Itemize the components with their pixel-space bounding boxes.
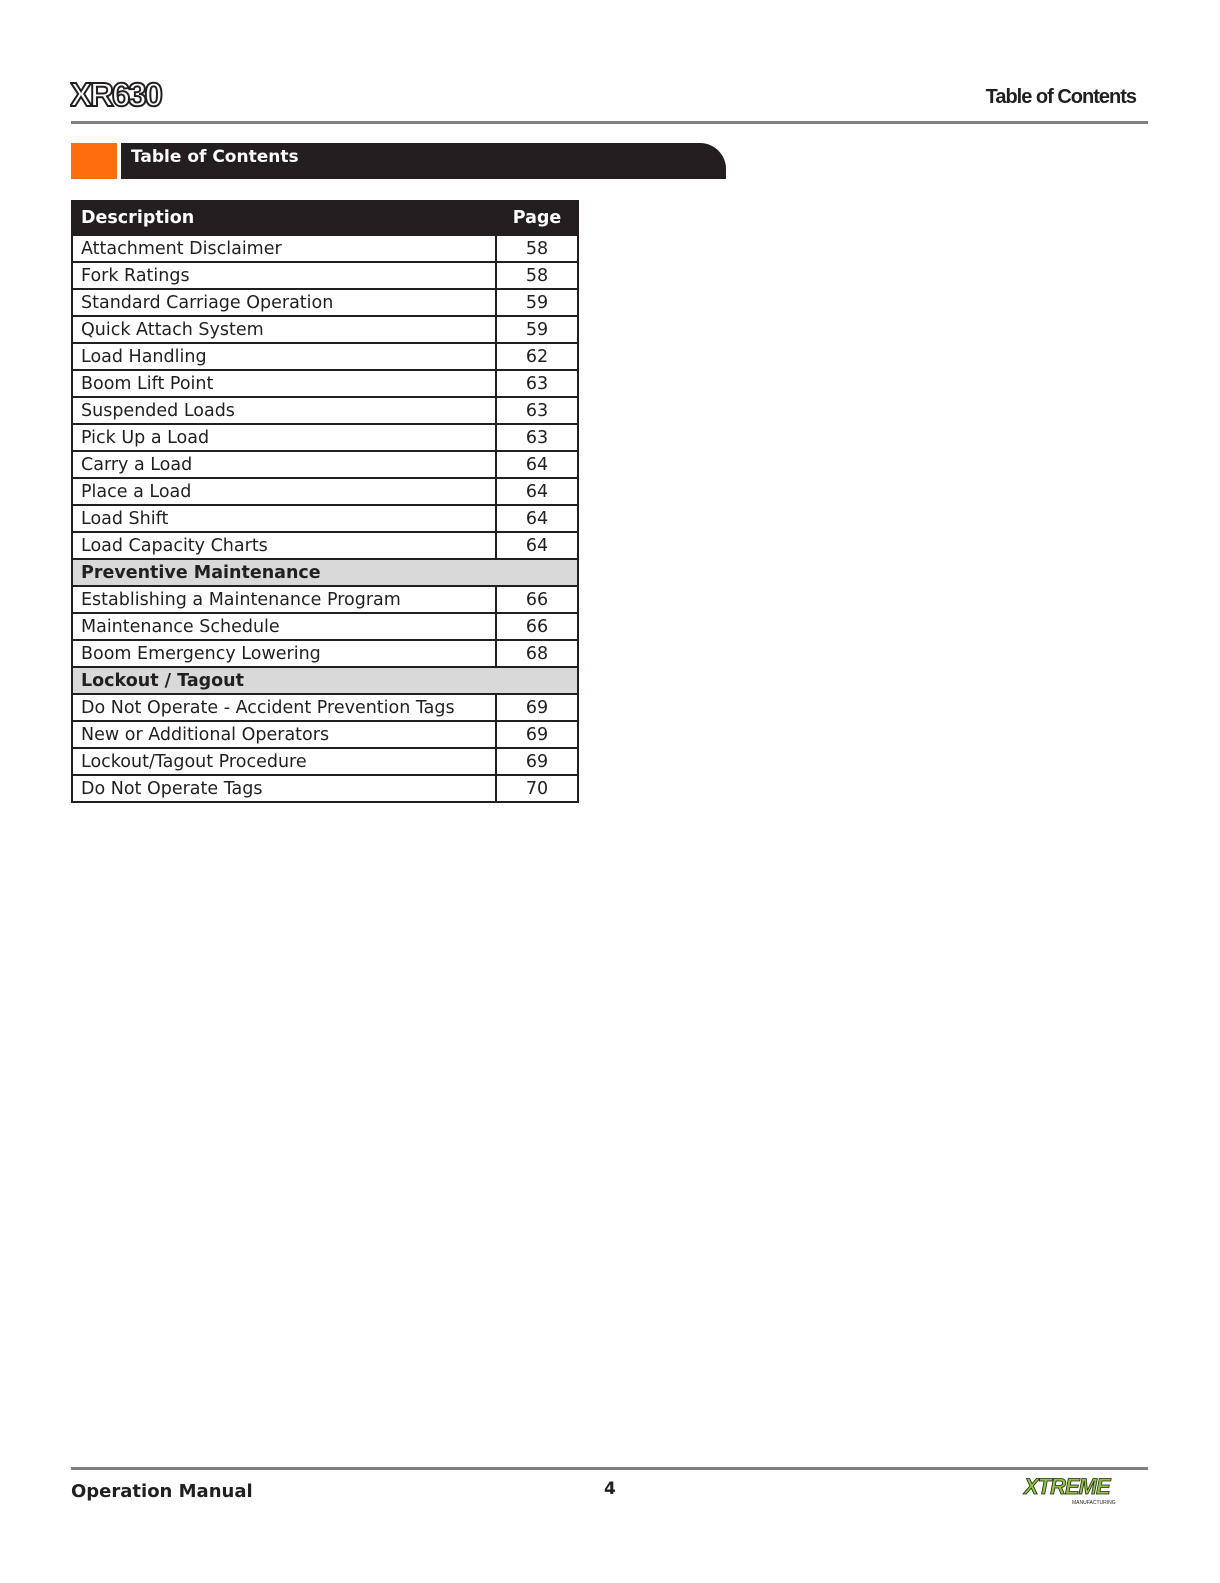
toc-entry-description: Lockout/Tagout Procedure [72, 748, 496, 775]
toc-entry-page: 68 [496, 640, 578, 667]
toc-entry-description: Attachment Disclaimer [72, 235, 496, 262]
toc-row [72, 505, 578, 532]
toc-row [72, 532, 578, 559]
footer-page-number: 4 [604, 1479, 616, 1499]
footer-rule [71, 1467, 1148, 1470]
toc-entry-description: Boom Emergency Lowering [72, 640, 496, 667]
toc-row [72, 586, 578, 613]
toc-row [72, 316, 578, 343]
toc-entry-page: 58 [496, 235, 578, 262]
toc-entry-page: 64 [496, 451, 578, 478]
toc-entry-description: Boom Lift Point [72, 370, 496, 397]
toc-entry-page: 70 [496, 775, 578, 802]
toc-entry-page: 63 [496, 370, 578, 397]
section-accent-block [71, 143, 117, 179]
toc-entry-description: Standard Carriage Operation [72, 289, 496, 316]
toc-row [72, 424, 578, 451]
toc-row [72, 235, 578, 262]
toc-entry-description: Place a Load [72, 478, 496, 505]
toc-row [72, 478, 578, 505]
toc-row [72, 370, 578, 397]
toc-entry-description: New or Additional Operators [72, 721, 496, 748]
toc-entry-page: 63 [496, 424, 578, 451]
toc-row [72, 262, 578, 289]
toc-entry-page: 69 [496, 694, 578, 721]
toc-group-row [72, 559, 578, 586]
toc-entry-description: Fork Ratings [72, 262, 496, 289]
toc-row [72, 343, 578, 370]
toc-entry-page: 64 [496, 478, 578, 505]
toc-entry-description: Do Not Operate Tags [72, 775, 496, 802]
toc-entry-page: 69 [496, 748, 578, 775]
toc-entry-description: Quick Attach System [72, 316, 496, 343]
toc-group-label: Preventive Maintenance [72, 559, 578, 586]
toc-entry-description: Load Handling [72, 343, 496, 370]
toc-row [72, 397, 578, 424]
toc-table [71, 200, 579, 803]
toc-entry-page: 59 [496, 289, 578, 316]
toc-entry-description: Suspended Loads [72, 397, 496, 424]
toc-group-row [72, 667, 578, 694]
toc-entry-description: Maintenance Schedule [72, 613, 496, 640]
toc-row [72, 451, 578, 478]
toc-entry-page: 58 [496, 262, 578, 289]
toc-group-label: Lockout / Tagout [72, 667, 578, 694]
toc-entry-description: Do Not Operate - Accident Prevention Tags [72, 694, 496, 721]
toc-entry-page: 62 [496, 343, 578, 370]
section-title: Table of Contents [121, 143, 726, 179]
toc-body [72, 235, 578, 802]
toc-entry-description: Load Capacity Charts [72, 532, 496, 559]
column-header-description: Description [72, 201, 496, 235]
toc-entry-page: 64 [496, 505, 578, 532]
toc-entry-page: 69 [496, 721, 578, 748]
header-rule [71, 121, 1148, 124]
footer-manual-label: Operation Manual [71, 1481, 253, 1502]
toc-entry-page: 63 [496, 397, 578, 424]
toc-entry-description: Load Shift [72, 505, 496, 532]
toc-entry-page: 64 [496, 532, 578, 559]
toc-entry-description: Carry a Load [72, 451, 496, 478]
header-title: Table of Contents [985, 86, 1136, 108]
toc-row [72, 613, 578, 640]
toc-row [72, 721, 578, 748]
toc-row [72, 289, 578, 316]
brand-logo-subtext: MANUFACTURING [1072, 1500, 1116, 1506]
toc-row [72, 748, 578, 775]
toc-row [72, 775, 578, 802]
toc-row [72, 694, 578, 721]
toc-row [72, 640, 578, 667]
brand-logo [1022, 1472, 1122, 1508]
toc-entry-page: 66 [496, 586, 578, 613]
toc-entry-description: Pick Up a Load [72, 424, 496, 451]
toc-header-row [72, 201, 578, 235]
column-header-page: Page [496, 201, 578, 235]
toc-entry-page: 59 [496, 316, 578, 343]
brand-logo-text: XTREME [1024, 1474, 1110, 1499]
toc-entry-page: 66 [496, 613, 578, 640]
model-logo [70, 76, 180, 112]
toc-entry-description: Establishing a Maintenance Program [72, 586, 496, 613]
model-logo-text: XR630 [70, 76, 161, 112]
